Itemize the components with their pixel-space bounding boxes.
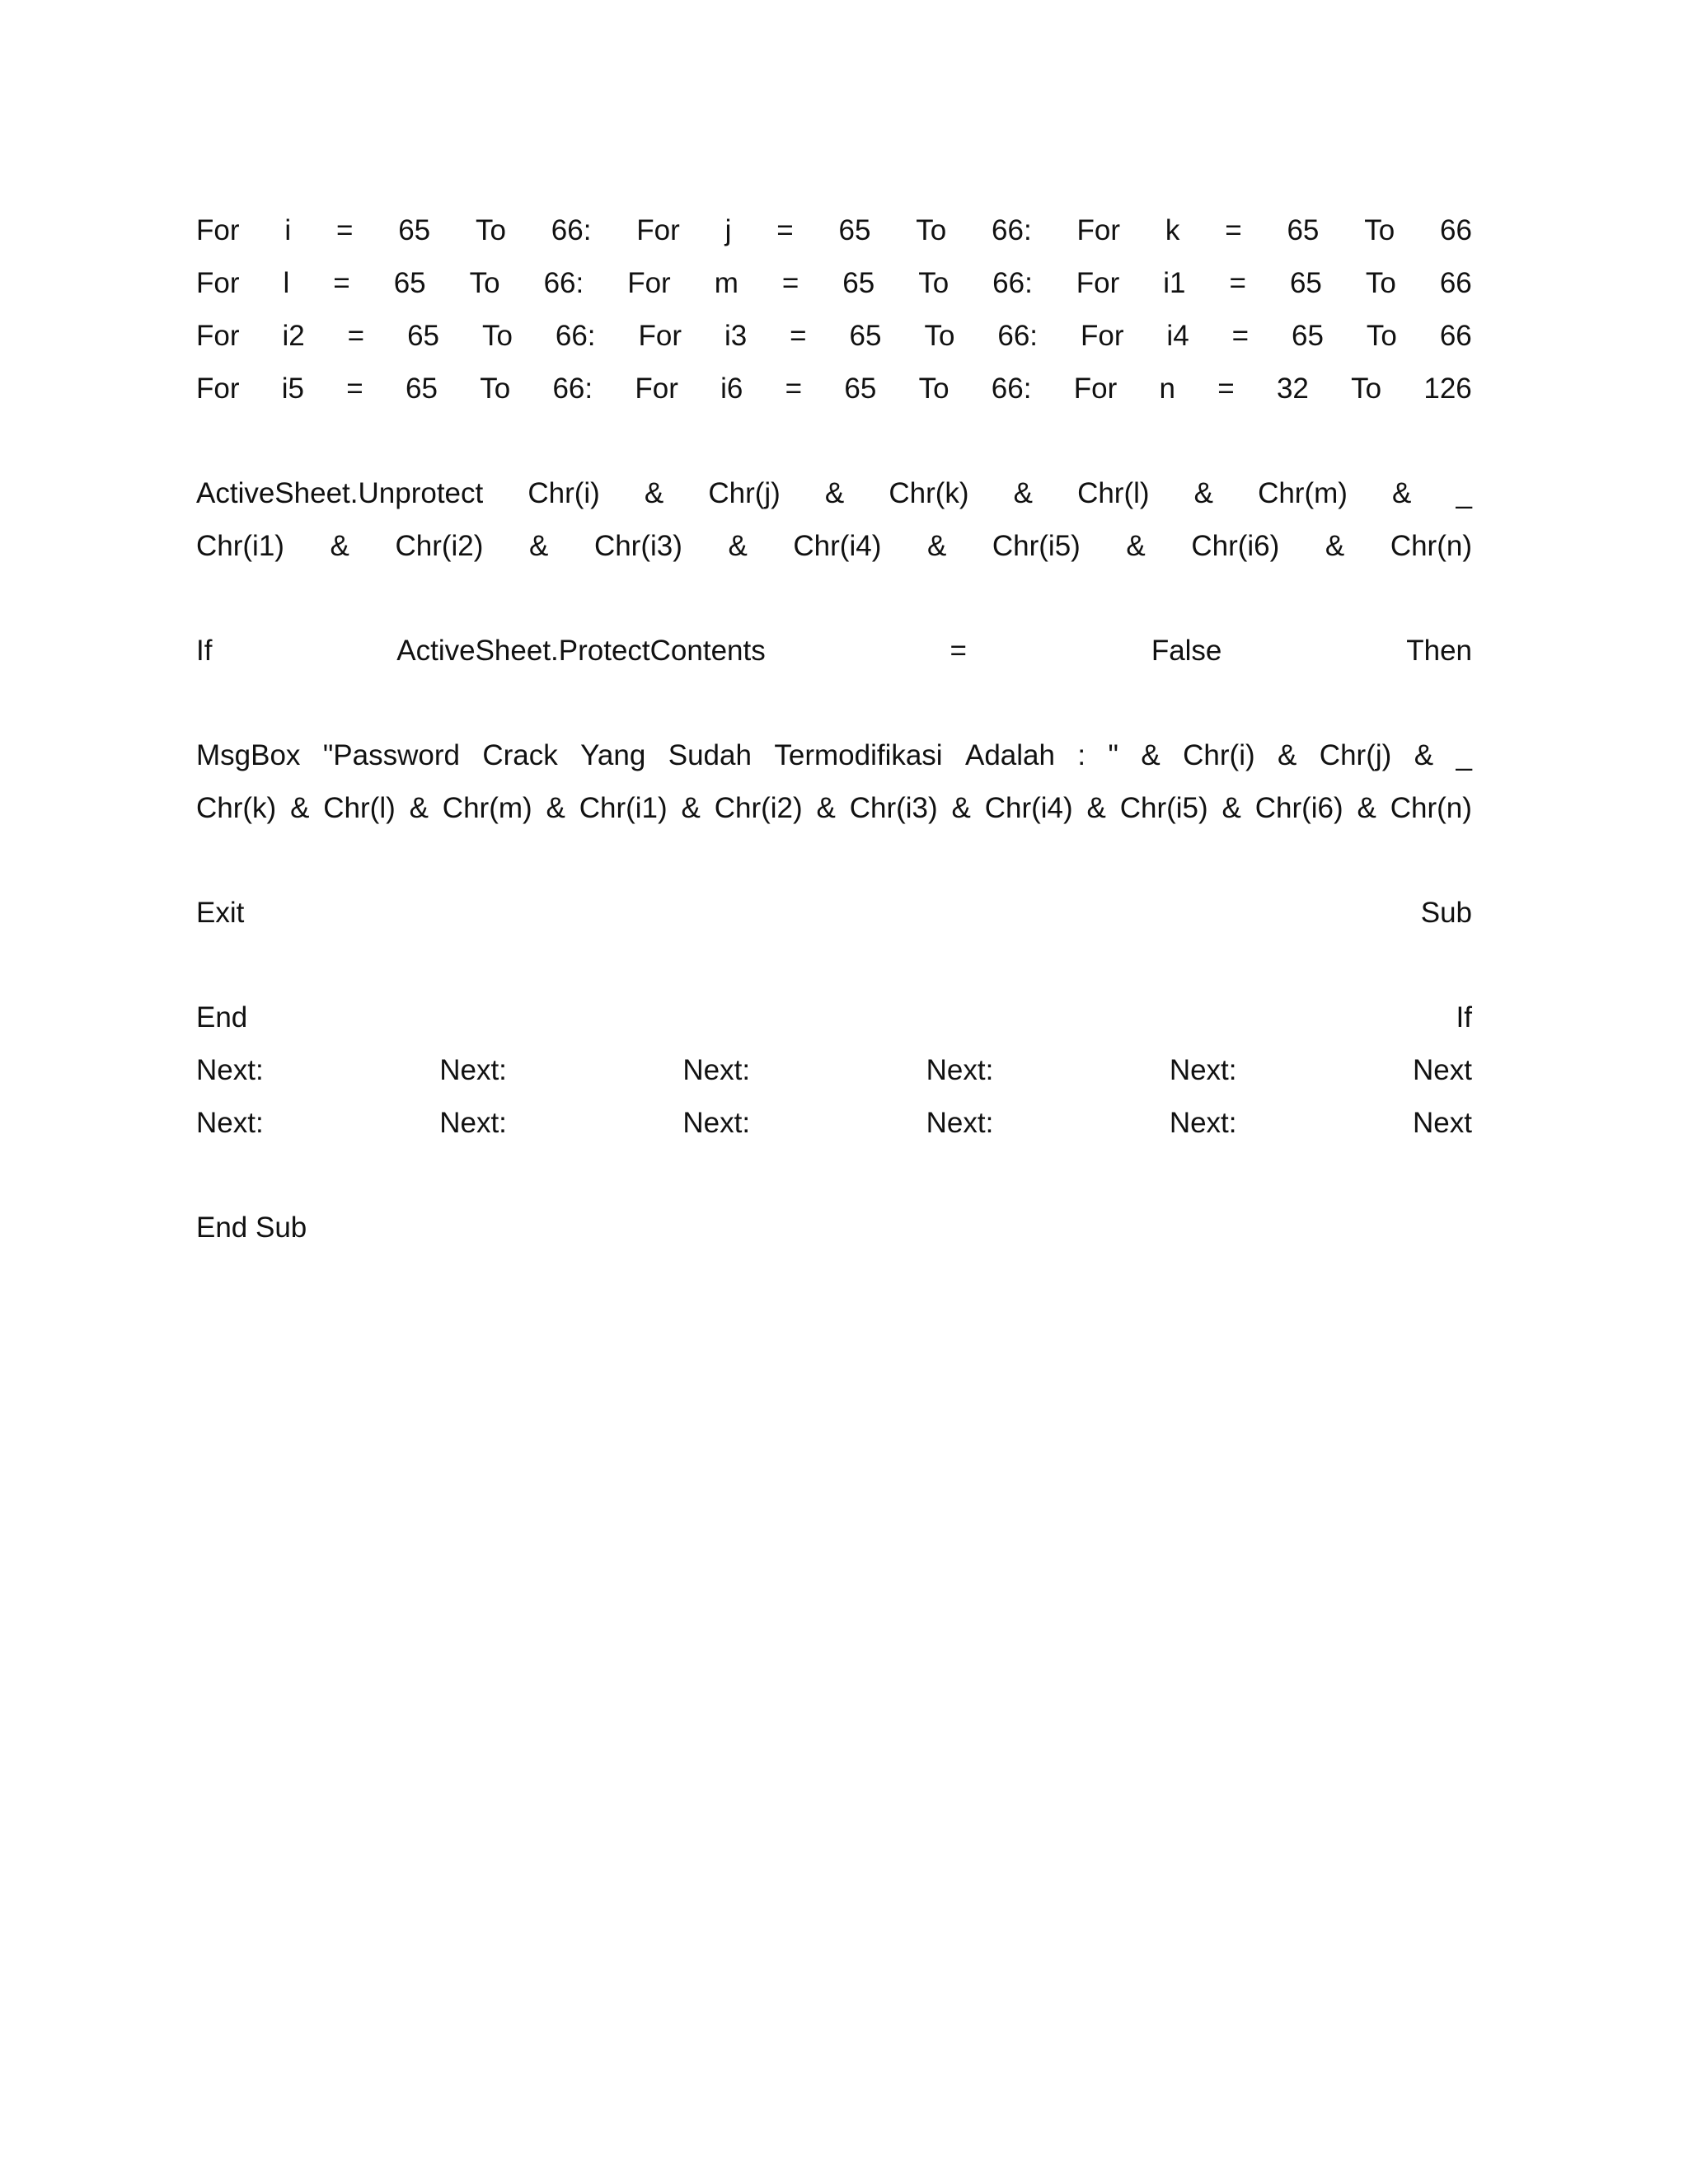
code-token: Chr(i5) (992, 530, 1081, 562)
code-token: 66: (551, 214, 592, 246)
blank-line (196, 835, 1472, 887)
code-token: 65 (842, 267, 875, 299)
code-token: n (1159, 373, 1175, 405)
code-token: i2 (282, 320, 305, 352)
code-token: Chr(m) (442, 792, 532, 824)
code-token: Chr(k) (889, 477, 969, 509)
code-token: i4 (1166, 320, 1189, 352)
code-token: & (951, 792, 971, 824)
code-token: MsgBox (196, 739, 301, 771)
code-token: & (816, 792, 836, 824)
code-token: & (1221, 792, 1241, 824)
code-line (196, 310, 1472, 363)
code-token: i5 (281, 373, 305, 405)
code-token: Next: (196, 1107, 264, 1139)
code-token: Chr(i4) (984, 792, 1073, 824)
code-token: End (196, 1001, 248, 1033)
code-token: Next (1413, 1054, 1472, 1086)
code-token: 65 (406, 373, 438, 405)
code-token: To (924, 320, 955, 352)
code-token: = (1231, 320, 1250, 352)
code-token: = (950, 635, 967, 667)
code-token: Next: (926, 1054, 994, 1086)
code-token: & (926, 530, 947, 562)
code-line (196, 729, 1472, 782)
code-token: = (346, 373, 363, 405)
code-token: = (790, 320, 807, 352)
code-token: 66 (1439, 320, 1472, 352)
code-token: Chr(j) (708, 477, 781, 509)
code-token: i1 (1163, 267, 1186, 299)
code-token: If (196, 635, 213, 667)
code-token: Chr(i1) (196, 530, 284, 562)
code-token: For (635, 373, 678, 405)
code-token: & (644, 477, 664, 509)
code-token: 66: (555, 320, 596, 352)
code-line (196, 363, 1472, 415)
code-token: "Password (322, 739, 460, 771)
code-token: = (347, 320, 365, 352)
code-token: & (409, 792, 429, 824)
code-token: i (284, 214, 292, 246)
code-token: Chr(l) (1077, 477, 1150, 509)
code-token: Chr(l) (323, 792, 396, 824)
code-token: j (724, 214, 732, 246)
code-token: Chr(i4) (793, 530, 882, 562)
code-token: To (1365, 267, 1396, 299)
code-token: Sudah (668, 739, 752, 771)
code-token: & (1086, 792, 1106, 824)
code-token: = (1217, 373, 1235, 405)
code-token: = (335, 214, 354, 246)
code-token: ActiveSheet.Unprotect (196, 477, 484, 509)
code-token: Chr(m) (1258, 477, 1348, 509)
code-token: & (529, 530, 549, 562)
code-token: _ (1456, 477, 1472, 509)
code-token: To (918, 267, 950, 299)
code-token: & (824, 477, 845, 509)
code-token: For (1076, 267, 1120, 299)
code-token: Next: (682, 1054, 751, 1086)
code-token: & (330, 530, 349, 562)
code-token: : (1077, 739, 1086, 771)
code-token: k (1165, 214, 1180, 246)
code-token: Exit (196, 897, 245, 929)
code-token: False (1151, 635, 1222, 667)
code-token: To (918, 373, 950, 405)
code-token: m (714, 267, 738, 299)
code-token: & (1141, 739, 1160, 771)
code-token: & (681, 792, 701, 824)
code-token: For (638, 320, 682, 352)
code-token: ActiveSheet.ProtectContents (396, 635, 766, 667)
code-token: Chr(j) (1319, 739, 1392, 771)
code-token: To (480, 373, 511, 405)
code-token: Chr(i) (528, 477, 600, 509)
code-line (196, 257, 1472, 310)
code-token: Termodifikasi (774, 739, 943, 771)
code-token: 65 (1289, 267, 1322, 299)
code-token: & (1392, 477, 1412, 509)
code-token: Next: (439, 1054, 507, 1086)
code-token: = (785, 373, 803, 405)
code-token: To (1366, 320, 1397, 352)
code-token: Sub (1420, 897, 1472, 929)
code-token: To (916, 214, 947, 246)
code-token: Crack (482, 739, 558, 771)
code-token: 65 (398, 214, 431, 246)
code-token: l (283, 267, 290, 299)
code-token: Chr(n) (1390, 792, 1472, 824)
code-token: Chr(i6) (1191, 530, 1280, 562)
blank-line (196, 677, 1472, 729)
code-token: Adalah (965, 739, 1055, 771)
code-token: 66: (552, 373, 593, 405)
code-token: Next: (196, 1054, 264, 1086)
code-token: 66: (991, 373, 1032, 405)
code-token: Chr(i3) (849, 792, 938, 824)
code-token: 65 (838, 214, 871, 246)
code-line (196, 625, 1472, 677)
code-token: 66: (543, 267, 584, 299)
code-token: To (1351, 373, 1382, 405)
code-token: For (196, 373, 240, 405)
code-token: Yang (580, 739, 646, 771)
code-token: & (290, 792, 310, 824)
code-token: & (1414, 739, 1434, 771)
code-token: 65 (844, 373, 877, 405)
code-token: Next (1413, 1107, 1472, 1139)
code-token: For (196, 267, 240, 299)
code-token: 66 (1439, 267, 1472, 299)
blank-line (196, 1150, 1472, 1202)
code-token: Chr(i6) (1254, 792, 1343, 824)
code-token: For (636, 214, 680, 246)
code-token: Next: (682, 1107, 751, 1139)
code-token: If (1456, 1001, 1472, 1033)
blank-line (196, 940, 1472, 991)
code-token: For (196, 320, 240, 352)
code-token: = (781, 267, 799, 299)
code-token: For (196, 214, 240, 246)
code-token: 66 (1440, 214, 1472, 246)
code-token: To (1364, 214, 1395, 246)
code-token: 65 (1287, 214, 1320, 246)
code-token: Chr(i5) (1119, 792, 1208, 824)
code-token: Next: (1169, 1107, 1237, 1139)
code-token: 126 (1423, 373, 1472, 405)
code-token: & (1278, 739, 1297, 771)
code-token: = (333, 267, 350, 299)
code-token: For (1080, 320, 1124, 352)
code-line (196, 887, 1472, 940)
code-token: 65 (407, 320, 439, 352)
code-token: For (627, 267, 671, 299)
code-token: & (546, 792, 565, 824)
code-token: End Sub (196, 1212, 307, 1244)
code-token: i3 (724, 320, 748, 352)
code-token: _ (1456, 739, 1472, 771)
code-token: Then (1406, 635, 1472, 667)
code-token: & (1126, 530, 1146, 562)
code-token: 65 (849, 320, 882, 352)
code-token: Chr(i2) (395, 530, 484, 562)
code-token: i6 (720, 373, 743, 405)
code-token: Chr(k) (196, 792, 277, 824)
code-token: 65 (1292, 320, 1324, 352)
code-token: & (728, 530, 748, 562)
code-token: 66: (997, 320, 1039, 352)
code-token: Chr(i2) (714, 792, 803, 824)
code-token: Next: (926, 1107, 994, 1139)
code-token: " (1108, 739, 1118, 771)
code-token: = (1225, 214, 1242, 246)
code-line (196, 204, 1472, 257)
code-token: For (1076, 214, 1121, 246)
code-token: 65 (393, 267, 426, 299)
code-token: = (1229, 267, 1246, 299)
code-token: 66: (992, 214, 1032, 246)
code-token: Chr(i1) (579, 792, 668, 824)
code-line (196, 1202, 1472, 1254)
code-line (196, 991, 1472, 1044)
code-token: Chr(i3) (593, 530, 682, 562)
code-line (196, 467, 1472, 520)
code-token: Next: (1169, 1054, 1237, 1086)
code-line (196, 1097, 1472, 1150)
blank-line (196, 573, 1472, 625)
code-token: Chr(n) (1390, 530, 1472, 562)
code-line (196, 1044, 1472, 1097)
code-token: For (1073, 373, 1118, 405)
code-token: & (1013, 477, 1033, 509)
code-token: To (469, 267, 500, 299)
code-token: & (1357, 792, 1376, 824)
code-line (196, 782, 1472, 835)
code-token: Next: (439, 1107, 507, 1139)
blank-line (196, 415, 1472, 467)
code-token: = (776, 214, 794, 246)
code-token: To (481, 320, 513, 352)
code-text-block (196, 204, 1472, 1254)
code-token: 66: (992, 267, 1033, 299)
code-token: 32 (1276, 373, 1309, 405)
code-line (196, 520, 1472, 573)
code-token: To (475, 214, 506, 246)
code-token: & (1325, 530, 1345, 562)
code-token: & (1193, 477, 1213, 509)
code-token: Chr(i) (1183, 739, 1255, 771)
